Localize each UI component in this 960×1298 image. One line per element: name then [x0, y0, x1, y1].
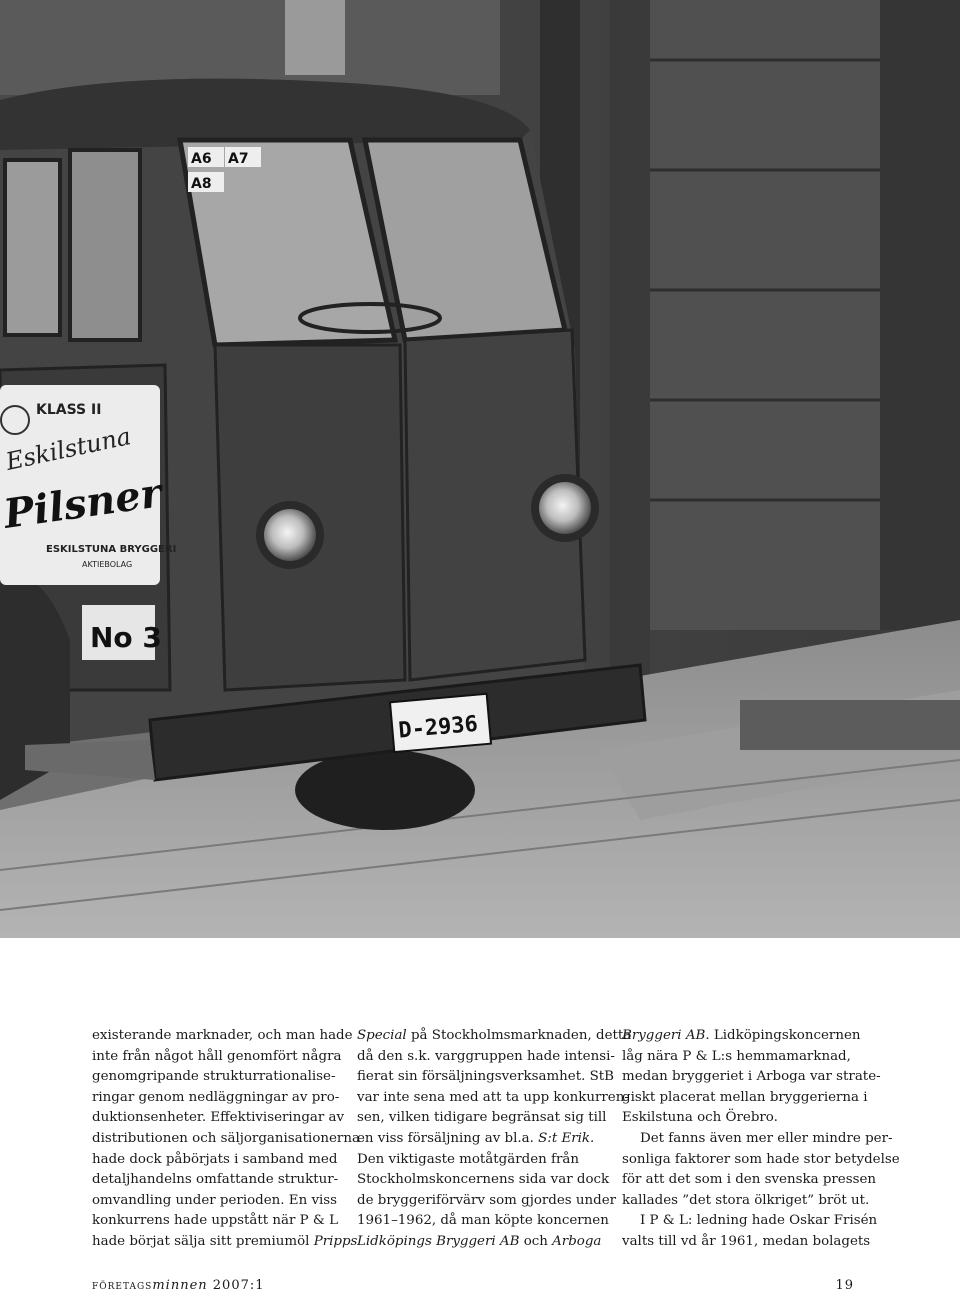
text-run: på Stockholmsmarknaden, detta — [406, 1028, 632, 1043]
text-line: var inte sena med att ta upp konkurren- — [357, 1089, 629, 1105]
sign-brewery: ESKILSTUNA BRYGGERI — [46, 544, 177, 555]
text-line: omvandling under perioden. En viss — [92, 1192, 338, 1208]
text-run: och — [519, 1233, 553, 1249]
text-line: låg nära P & L:s hemmamarknad, — [622, 1048, 851, 1064]
text-line: detaljhandelns omfattande struktur- — [92, 1172, 339, 1188]
text-line — [92, 1232, 358, 1253]
italic-product-name: S:t Erik. — [538, 1130, 595, 1146]
text-run: Lidköpingskoncernen — [709, 1028, 861, 1043]
sign-brand-top: Eskilstuna — [3, 422, 134, 476]
windshield-tag-text: A8 — [191, 176, 212, 192]
text-line: inte från något håll genomfört några — [92, 1048, 342, 1064]
text-run: hade börjat sälja sitt premiumöl — [92, 1233, 310, 1249]
text-line: sonliga faktorer som hade stor betydelse — [622, 1151, 900, 1167]
headlight-left — [264, 509, 316, 561]
text-line: hade dock påbörjats i samband med — [92, 1151, 338, 1167]
text-line — [357, 1026, 632, 1047]
text-line: duktionsenheter. Effektiviseringar av — [92, 1110, 345, 1126]
text-line: existerande marknader, och man hade — [92, 1028, 353, 1043]
italic-company-name: Arboga — [552, 1233, 602, 1249]
text-line: I P & L: ledning hade Oskar Frisén — [640, 1213, 878, 1229]
text-line: de bryggeriförvärv som gjordes under — [357, 1192, 617, 1208]
windshield-tag-text: A7 — [228, 151, 249, 167]
text-column-1 — [92, 1026, 360, 1253]
text-line — [357, 1129, 599, 1150]
text-line: 1961–1962, då man köpte koncernen — [357, 1213, 609, 1229]
italic-product-name: Special — [357, 1028, 407, 1043]
journal-issue: 2007:1 — [212, 1278, 265, 1293]
italic-company-name: Bryggeri AB. — [622, 1028, 710, 1043]
text-line: valts till vd år 1961, medan bolagets — [622, 1233, 871, 1249]
text-line: Eskilstuna och Örebro. — [622, 1110, 778, 1126]
page-number: 19 — [835, 1278, 854, 1293]
journal-name-a: företags — [92, 1278, 153, 1293]
text-line: giskt placerat mellan bryggerierna i — [622, 1089, 868, 1105]
italic-company-name: Lidköpings Bryggeri AB — [357, 1233, 520, 1249]
sign-brand-main: Pilsner — [0, 469, 165, 538]
text-run: en viss försäljning av bl.a. — [357, 1130, 539, 1146]
sign-klass: KLASS II — [36, 402, 102, 418]
italic-product-name: Pripps — [313, 1233, 358, 1249]
sign-company: AKTIEBOLAG — [82, 560, 133, 569]
text-line: distributionen och säljorganisationerna — [92, 1130, 360, 1146]
text-line — [622, 1026, 864, 1047]
text-line — [357, 1232, 602, 1253]
text-line: sen, vilken tidigare begränsat sig till — [357, 1110, 607, 1126]
text-line: kallades ”det stora ölkriget” bröt ut. — [622, 1192, 870, 1208]
text-line: Den viktigaste motåtgärden från — [357, 1151, 579, 1167]
text-line: för att det som i den svenska pressen — [622, 1172, 877, 1188]
text-line: ringar genom nedläggningar av pro- — [92, 1089, 340, 1105]
license-plate-text: D-2936 — [397, 711, 479, 744]
text-line: genomgripande strukturrationalise- — [92, 1069, 336, 1085]
text-line: då den s.k. varggruppen hade intensi- — [357, 1048, 615, 1064]
text-column-3 — [622, 1026, 900, 1253]
text-line: konkurrens hade uppstått när P & L — [92, 1213, 339, 1229]
text-line: Det fanns även mer eller mindre per- — [640, 1130, 893, 1146]
text-line: fierat sin försäljningsverksamhet. StB — [357, 1069, 614, 1085]
journal-title — [92, 1278, 265, 1293]
windshield-tag-text: A6 — [191, 151, 212, 167]
text-column-2 — [357, 1026, 632, 1253]
journal-name-b: minnen — [152, 1278, 208, 1293]
text-line: Stockholmskoncernens sida var dock — [357, 1172, 610, 1188]
text-line: medan bryggeriet i Arboga var strate- — [622, 1069, 881, 1085]
truck-number: No 3 — [90, 621, 162, 654]
headlight-right — [539, 482, 591, 534]
